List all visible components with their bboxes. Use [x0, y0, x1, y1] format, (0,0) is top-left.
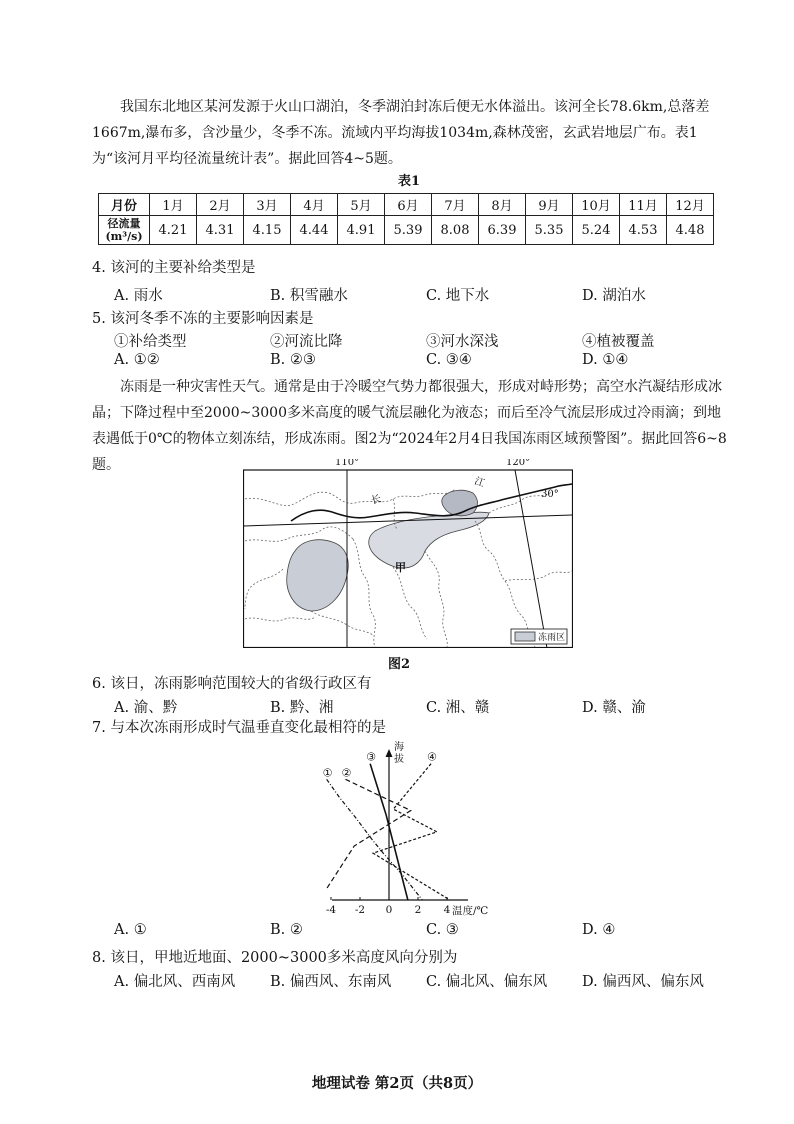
intro-paragraph-2: 冻雨是一种灾害性天气。通常是由于冷暖空气势力都很强大，形成对峙形势；高空水汽凝结形成冰晶；下降过程中至2000~3000多米高度的暖气流层融化为液态；而后至冷气流层形成过冷雨滴；到地表遇低于0℃的物体立刻冻结，形成冻雨。图2为“2024年2月4日我国冻雨区域预警图”。据此回答6~8题。	[92, 379, 727, 473]
temperature-profile-chart	[318, 738, 488, 918]
y-axis-label	[394, 740, 407, 765]
month-cell: 5月	[338, 194, 385, 216]
x-tick-label: 4	[443, 904, 451, 916]
lon-label-110: 110°	[335, 459, 360, 468]
x-tick-label: 2	[414, 904, 422, 916]
month-header-cell: 月份	[99, 194, 150, 216]
river-label-chang: 长	[370, 493, 383, 507]
legend-swatch	[515, 632, 535, 641]
option-d[interactable]: D. 赣、渝	[582, 700, 646, 716]
lat-label-30: 30°	[541, 489, 559, 500]
option-c[interactable]: C. ③	[426, 922, 459, 938]
flow-value-cell: 6.39	[479, 216, 526, 245]
flow-value-cell: 8.08	[432, 216, 479, 245]
option-b[interactable]: B. ②③	[270, 352, 316, 368]
question-7-stem: 7. 与本次冻雨形成时气温垂直变化最相符的是	[92, 720, 386, 736]
x-axis-label: 温度/℃	[452, 905, 488, 917]
x-tick-label: -2	[354, 904, 366, 916]
flow-value-cell: 4.31	[197, 216, 244, 245]
table-value-row	[99, 216, 714, 245]
series-label-4: ④	[427, 750, 437, 764]
option-a[interactable]: A. 雨水	[114, 288, 163, 304]
option-d[interactable]: D. ①④	[582, 352, 629, 368]
month-cell: 6月	[385, 194, 432, 216]
flow-value-cell: 4.15	[244, 216, 291, 245]
option-d[interactable]: D. ④	[582, 922, 616, 938]
table-header-row	[99, 194, 714, 216]
question-8-stem: 8. 该日，甲地近地面、2000~3000多米高度风向分别为	[92, 950, 458, 966]
factor-3: ③河水深浅	[426, 334, 499, 350]
flow-value-cell: 4.44	[291, 216, 338, 245]
option-b[interactable]: B. 偏西风、东南风	[270, 974, 392, 990]
factor-1: ①补给类型	[114, 334, 187, 350]
question-6-options	[114, 696, 674, 716]
series-layer	[323, 751, 450, 900]
option-a[interactable]: A. ①	[114, 922, 147, 938]
option-c[interactable]: C. 偏北风、偏东风	[426, 974, 548, 990]
river-label-jiang: 江	[472, 475, 487, 490]
table-1-caption: 表1	[398, 174, 421, 189]
question-7-options	[114, 922, 674, 942]
y-axis-label-line: 拔	[394, 754, 404, 765]
month-cell: 11月	[620, 194, 667, 216]
series-label-1: ①	[322, 766, 333, 780]
option-c[interactable]: C. 地下水	[426, 288, 490, 304]
flow-value-cell: 4.21	[150, 216, 197, 245]
month-cell: 2月	[197, 194, 244, 216]
flow-value-cell: 5.35	[526, 216, 573, 245]
option-c[interactable]: C. ③④	[426, 352, 472, 368]
option-a[interactable]: A. 偏北风、西南风	[114, 974, 236, 990]
flow-header-line: 径流量	[107, 217, 141, 230]
month-cell: 10月	[573, 194, 620, 216]
month-cell: 12月	[667, 194, 714, 216]
month-cell: 7月	[432, 194, 479, 216]
figure-2-caption: 图2	[388, 657, 411, 672]
flow-value-cell: 4.53	[620, 216, 667, 245]
legend-label: 冻雨区	[538, 633, 566, 643]
month-cell: 1月	[150, 194, 197, 216]
lon-label-120: 120°	[506, 459, 531, 468]
flow-value-cell: 5.39	[385, 216, 432, 245]
option-c[interactable]: C. 湘、赣	[426, 700, 490, 716]
page-footer: 地理试卷 第2页（共8页）	[311, 1075, 483, 1092]
y-axis-label-line: 海	[394, 742, 404, 753]
month-cell: 9月	[526, 194, 573, 216]
question-8-options	[114, 970, 704, 990]
series-label-3: ③	[366, 750, 377, 764]
flow-value-cell: 5.24	[573, 216, 620, 245]
question-6-stem: 6. 该日，冻雨影响范围较大的省级行政区有	[92, 676, 372, 692]
option-b[interactable]: B. ②	[270, 922, 303, 938]
question-4-stem: 4. 该河的主要补给类型是	[92, 260, 256, 276]
runoff-table	[98, 193, 714, 245]
freezing-rain-map	[243, 459, 573, 648]
option-d[interactable]: D. 偏西风、偏东风	[582, 974, 704, 990]
series-label-2: ②	[341, 766, 352, 780]
month-cell: 8月	[479, 194, 526, 216]
option-a[interactable]: A. ①②	[114, 352, 160, 368]
question-5-options	[114, 352, 674, 372]
series-line-1	[327, 779, 423, 900]
option-d[interactable]: D. 湖泊水	[582, 288, 646, 304]
intro-paragraph-1: 我国东北地区某河发源于火山口湖泊，冬季湖泊封冻后便无水体溢出。该河全长78.6km,总落差1667m,瀑布多，含沙量少，冬季不冻。流域内平均海拔1034m,森林茂密，玄武岩地层广布。表1为“该河月平均径流量统计表”。据此回答4~5题。	[92, 99, 710, 167]
y-axis-arrow	[386, 749, 393, 757]
x-tick-label: -4	[325, 904, 337, 916]
factor-4: ④植被覆盖	[582, 334, 655, 350]
question-5-stem: 5. 该河冬季不冻的主要影响因素是	[92, 311, 314, 327]
question-5-factors	[114, 330, 674, 350]
option-a[interactable]: A. 渝、黔	[114, 700, 178, 716]
flow-header-cell	[99, 216, 150, 245]
month-cell: 3月	[244, 194, 291, 216]
series-line-2	[327, 779, 411, 888]
x-tick-label: 0	[385, 904, 393, 916]
flow-header-unit: (m³/s)	[105, 230, 143, 243]
place-label-jia: 甲	[395, 561, 406, 574]
series-line-4	[373, 764, 450, 900]
flow-value-cell: 4.48	[667, 216, 714, 245]
factor-2: ②河流比降	[270, 334, 343, 350]
option-b[interactable]: B. 黔、湘	[270, 700, 334, 716]
flow-value-cell: 4.91	[338, 216, 385, 245]
question-4-options	[114, 284, 674, 304]
month-cell: 4月	[291, 194, 338, 216]
option-b[interactable]: B. 积雪融水	[270, 288, 348, 304]
